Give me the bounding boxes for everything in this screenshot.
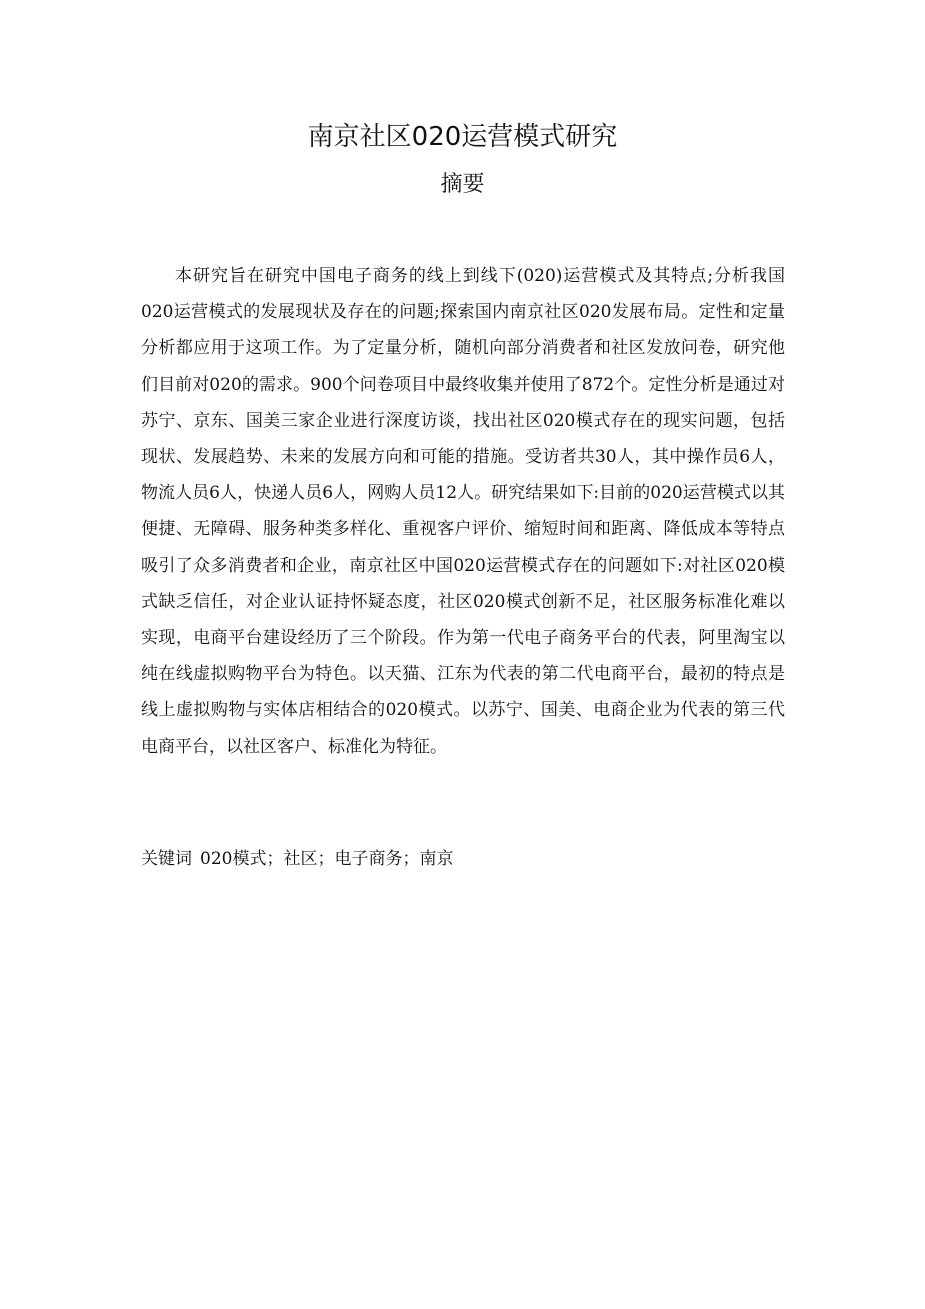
abstract-heading: 摘要 [440, 172, 485, 197]
page-title: 南京社区020运营模式研究 [307, 122, 618, 152]
abstract-body: 本研究旨在研究中国电子商务的线上到线下(020)运营模式及其特点;分析我国020运营模式的发展现状及存在的问题;探索国内南京社区020发展布局。定性和定量分析都应用于这项工作。为了定量分析，随机向部分消费者和社区发放问卷，研究他们目前对020的需求。900个问卷项目中最终收集并使用了872个。定性分析是通过对苏宁、京东、国美三家企业进行深度访谈，找出社区020模式存在的现实问题，包括现状、发展趋势、未来的发展方向和可能的措施。受访者共30人，其中操作员6人，物流人员6人，快递人员6人，网购人员12人。研究结果如下:目前的020运营模式以其便捷、无障碍、服务种类多样化、重视客户评价、缩短时间和距离、降低成本等特点吸引了众多消费者和企业，南京社区中国020运营模式存在的问题如下:对社区020模式缺乏信任，对企业认证持怀疑态度，社区020模式创新不足，社区服务标准化难以实现，电商平台建设经历了三个阶段。作为第一代电子商务平台的代表，阿里淘宝以纯在线虚拟购物平台为特色。以天猫、江东为代表的第二代电商平台，最初的特点是线上虚拟购物与实体店相结合的020模式。以苏宁、国美、电商企业为代表的第三代电商平台，以社区客户、标准化为特征。 [141, 266, 785, 757]
keywords-list: 020模式；社区；电子商务；南京 [200, 849, 454, 869]
keywords-label: 关键词 [141, 849, 192, 869]
keywords-line [141, 841, 785, 877]
